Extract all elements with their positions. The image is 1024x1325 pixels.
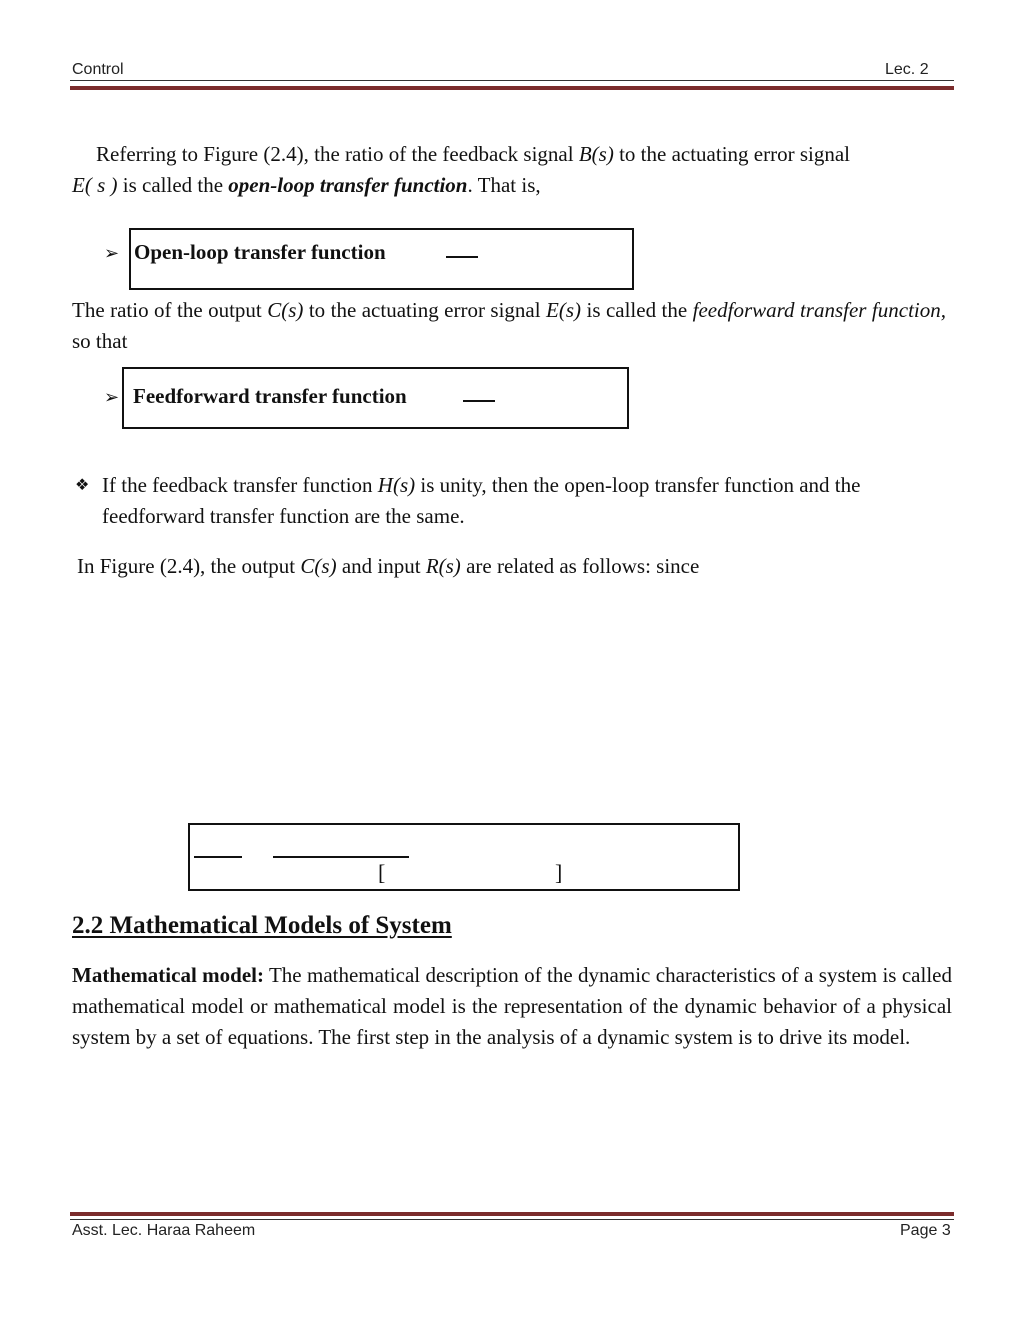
paragraph-feedforward: The ratio of the output C(s) to the actuating error signal E(s) is called the feedforward transfer function, so that [72, 298, 947, 353]
footer-page-number: Page 3 [900, 1222, 951, 1239]
header-rule-thin [70, 80, 954, 81]
fraction-bar [273, 856, 409, 858]
fraction-bar [463, 400, 495, 402]
var-E: E( s ) [72, 173, 118, 197]
header-lecture: Lec. 2 [885, 61, 929, 78]
left-bracket: [ [378, 860, 386, 885]
header-course: Control [72, 61, 124, 78]
paragraph-closed-loop: In Figure (2.4), the output C(s) and input R(s) are related as follows: since [77, 554, 700, 578]
feedforward-label: Feedforward transfer function [133, 384, 407, 408]
header-rule-thick [70, 86, 954, 90]
section-heading: 2.2 Mathematical Models of System [72, 912, 452, 939]
footer-rule-thin [70, 1219, 954, 1220]
footer-author: Asst. Lec. Haraa Raheem [72, 1222, 256, 1239]
diamond-bullet-icon: ❖ [75, 475, 90, 494]
term-mathematical-model: Mathematical model: [72, 963, 264, 987]
fraction-bar [194, 856, 242, 858]
paragraph-mathematical-model: Mathematical model: The mathematical description of the dynamic characteristics of a system is called mathematical model or mathematical model is the representation of the dynamic behavior of a physical system by a set of equations. The first step in the analysis of a dynamic system is to drive its model. [72, 963, 952, 1049]
note-unity-feedback: If the feedback transfer function H(s) is unity, then the open-loop transfer function and the feedforward transfer function are the same. [102, 473, 861, 528]
paragraph-open-loop-intro: Referring to Figure (2.4), the ratio of the feedback signal B(s) to the actuating error signal E( s ) is called the open-loop transfer function. That is, [72, 142, 851, 197]
arrow-bullet-icon: ➢ [104, 243, 120, 264]
fraction-bar [446, 256, 478, 258]
right-bracket: ] [555, 860, 563, 885]
var-B: B(s) [578, 142, 614, 166]
term-open-loop: open-loop transfer function [228, 173, 468, 197]
open-loop-label: Open-loop transfer function [134, 240, 386, 264]
footer-rule-thick [70, 1212, 954, 1216]
arrow-bullet-icon: ➢ [104, 387, 120, 408]
closed-loop-equation-box [188, 823, 740, 891]
term-feedforward: feedforward transfer function, [692, 298, 947, 322]
